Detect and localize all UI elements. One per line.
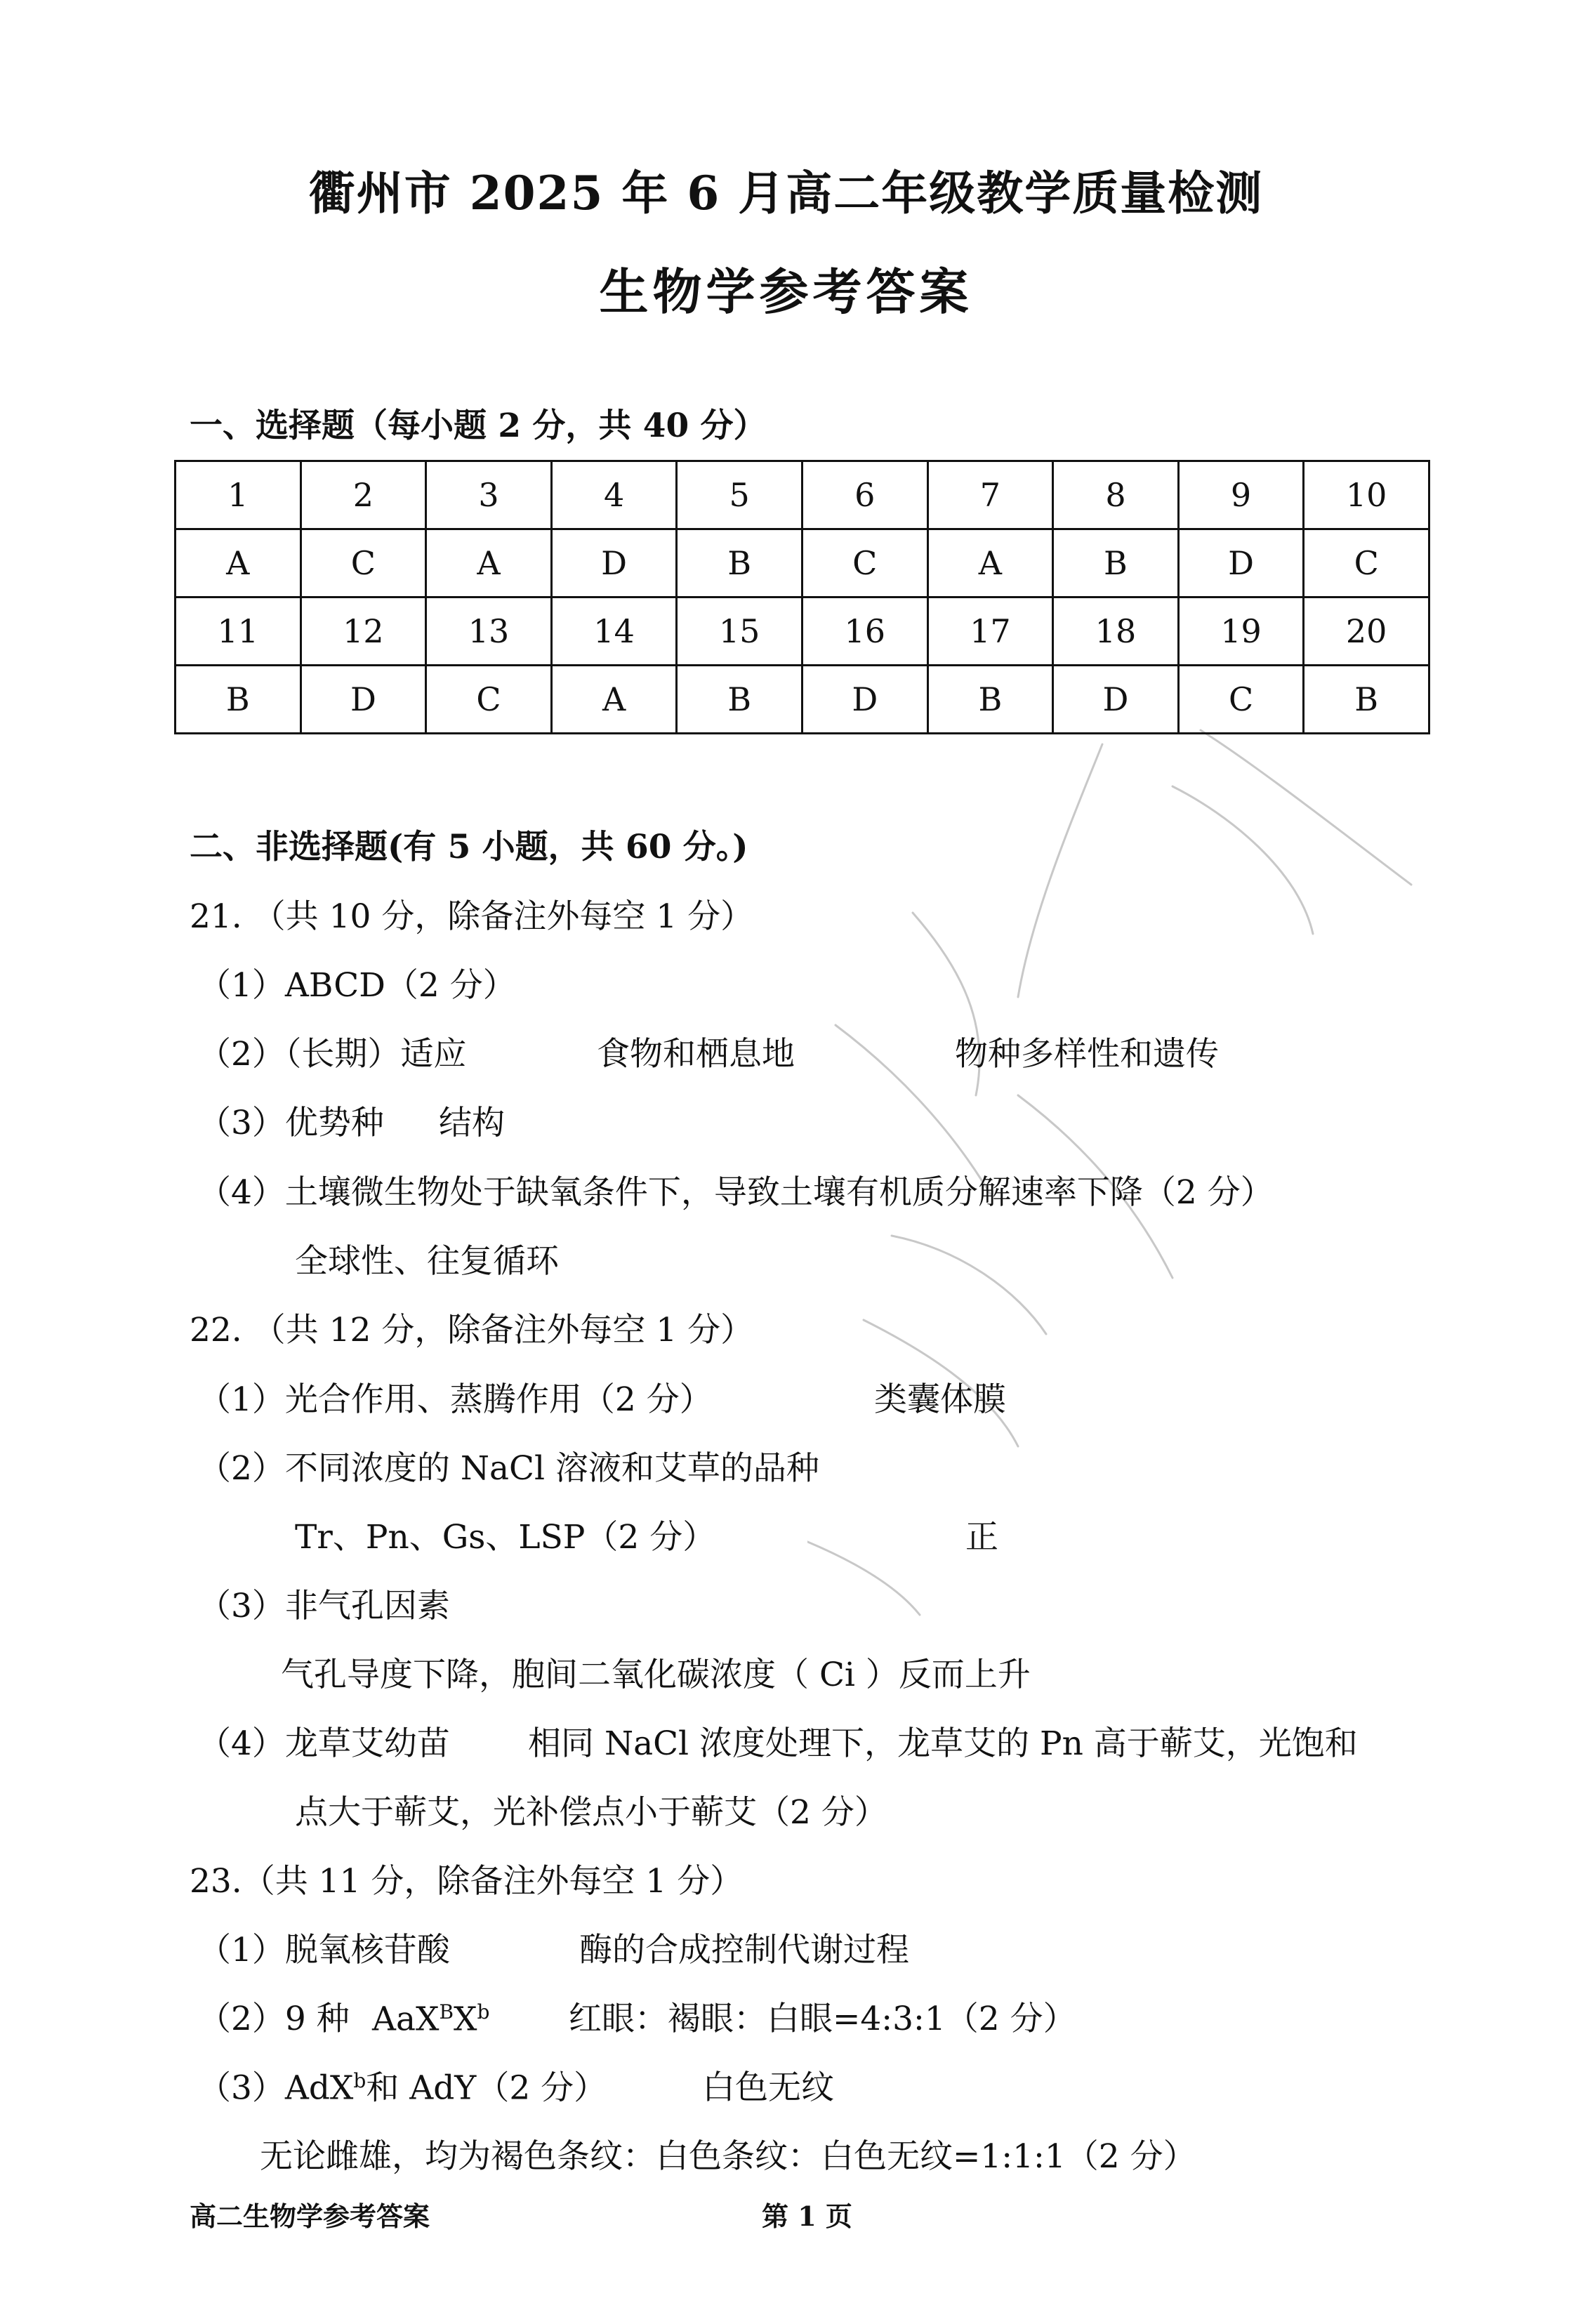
question-number-cell: 19 <box>1178 597 1304 666</box>
q21-part4-a: （4）土壤微生物处于缺氧条件下，导致土壤有机质分解速率下降（2 分） <box>198 1173 1274 1212</box>
q22-heading: 22. （共 12 分，除备注外每空 1 分） <box>190 1311 754 1349</box>
question-number-cell: 7 <box>927 461 1053 529</box>
q23-part1-b: 酶的合成控制代谢过程 <box>579 1931 909 1969</box>
q22-part2-b: Tr、Pn、Gs、LSP（2 分） <box>295 1518 716 1557</box>
q22-part2-c: 正 <box>965 1518 998 1557</box>
q23-part2-c: 红眼：褐眼：白眼=4:3:1（2 分） <box>569 2000 1076 2038</box>
question-number-cell: 14 <box>551 597 677 666</box>
q22-part4-b: 相同 NaCl 浓度处理下，龙草艾的 Pn 高于蕲艾，光饱和 <box>528 1724 1358 1763</box>
answer-subtitle: 生物学参考答案 <box>599 263 973 321</box>
q23-part2-a: （2）9 种 <box>198 2000 350 2038</box>
q21-part4-b: 全球性、往复循环 <box>295 1242 559 1281</box>
question-number-cell: 11 <box>176 597 301 666</box>
answer-cell: A <box>176 529 301 597</box>
q23-part3-base: （3）AdX <box>198 2068 354 2108</box>
answer-cell: C <box>1178 666 1304 734</box>
q22-part1-a: （1）光合作用、蒸腾作用（2 分） <box>198 1380 713 1419</box>
question-number-cell: 3 <box>426 461 552 529</box>
q22-part3-a: （3）非气孔因素 <box>198 1587 450 1625</box>
q21-heading: 21. （共 10 分，除备注外每空 1 分） <box>190 897 754 936</box>
genotype-base: AaX <box>372 2000 440 2039</box>
question-number-cell: 8 <box>1053 461 1179 529</box>
answer-cell: C <box>1304 529 1429 597</box>
q22-part3-b: 气孔导度下降，胞间二氧化碳浓度（ Ci ）反而上升 <box>281 1656 1031 1694</box>
q21-part3-b: 结构 <box>439 1104 505 1142</box>
footer-page-number: 第 1 页 <box>762 2200 852 2232</box>
q22-part4-a: （4）龙草艾幼苗 <box>198 1724 450 1763</box>
section2-heading: 二、非选择题(有 5 小题，共 60 分。) <box>190 828 748 866</box>
q23-part3-rest: 和 AdY（2 分） <box>366 2068 607 2108</box>
question-number-cell: 2 <box>300 461 426 529</box>
genotype-mid: X <box>454 2000 477 2039</box>
answer-cell: D <box>1178 529 1304 597</box>
question-number-cell: 4 <box>551 461 677 529</box>
q23-part3-b: 白色无纹 <box>702 2068 834 2107</box>
answer-letter-row <box>176 666 1429 734</box>
q21-part2-b: 食物和栖息地 <box>597 1035 795 1074</box>
exam-title: 衢州市 2025 年 6 月高二年级教学质量检测 <box>308 166 1264 220</box>
answer-cell: D <box>551 529 677 597</box>
question-number-cell: 10 <box>1304 461 1429 529</box>
q22-part2-a: （2）不同浓度的 NaCl 溶液和艾草的品种 <box>198 1449 819 1488</box>
handwritten-watermark <box>807 702 1439 1755</box>
q23-part1-a: （1）脱氧核苷酸 <box>198 1931 450 1969</box>
question-number-cell: 9 <box>1178 461 1304 529</box>
q23-part3-c: 无论雌雄，均为褐色条纹：白色条纹：白色无纹=1:1:1（2 分） <box>260 2137 1196 2176</box>
answer-cell: A <box>551 666 677 734</box>
answer-cell: B <box>1053 529 1179 597</box>
answer-cell: B <box>176 666 301 734</box>
question-number-row <box>176 597 1429 666</box>
question-number-cell: 6 <box>802 461 927 529</box>
q22-part1-b: 类囊体膜 <box>874 1380 1006 1419</box>
answer-cell: D <box>802 666 927 734</box>
question-number-cell: 15 <box>677 597 802 666</box>
question-number-cell: 12 <box>300 597 426 666</box>
answer-cell: A <box>426 529 552 597</box>
question-number-cell: 13 <box>426 597 552 666</box>
q21-part2-a: （2）（长期）适应 <box>198 1035 467 1074</box>
q21-part2-c: 物种多样性和遗传 <box>955 1035 1219 1074</box>
q23-heading: 23.（共 11 分，除备注外每空 1 分） <box>190 1862 744 1901</box>
question-number-cell: 16 <box>802 597 927 666</box>
question-number-cell: 20 <box>1304 597 1429 666</box>
answer-cell: B <box>677 666 802 734</box>
answer-cell: B <box>677 529 802 597</box>
section1-heading: 一、选择题（每小题 2 分，共 40 分） <box>190 407 767 445</box>
footer-doc-name: 高二生物学参考答案 <box>190 2200 430 2232</box>
answer-cell: B <box>1304 666 1429 734</box>
genotype-sup2: b <box>477 2000 490 2023</box>
answer-cell: A <box>927 529 1053 597</box>
answer-cell: C <box>802 529 927 597</box>
q23-part3-a <box>198 2068 607 2108</box>
choice-answer-table <box>174 460 1430 734</box>
question-number-row <box>176 461 1429 529</box>
answer-cell: B <box>927 666 1053 734</box>
q21-part1: （1）ABCD（2 分） <box>198 966 516 1005</box>
genotype-sup1: B <box>439 2000 454 2023</box>
q23-part3-sup: b <box>353 2069 366 2092</box>
answer-cell: D <box>300 666 426 734</box>
answer-cell: C <box>426 666 552 734</box>
question-number-cell: 5 <box>677 461 802 529</box>
q21-part3-a: （3）优势种 <box>198 1104 384 1142</box>
q22-part4-c: 点大于蕲艾，光补偿点小于蕲艾（2 分） <box>295 1793 887 1832</box>
q23-part2-genotype <box>372 2000 490 2039</box>
answer-cell: D <box>1053 666 1179 734</box>
question-number-cell: 18 <box>1053 597 1179 666</box>
question-number-cell: 1 <box>176 461 301 529</box>
answer-letter-row <box>176 529 1429 597</box>
question-number-cell: 17 <box>927 597 1053 666</box>
answer-cell: C <box>300 529 426 597</box>
